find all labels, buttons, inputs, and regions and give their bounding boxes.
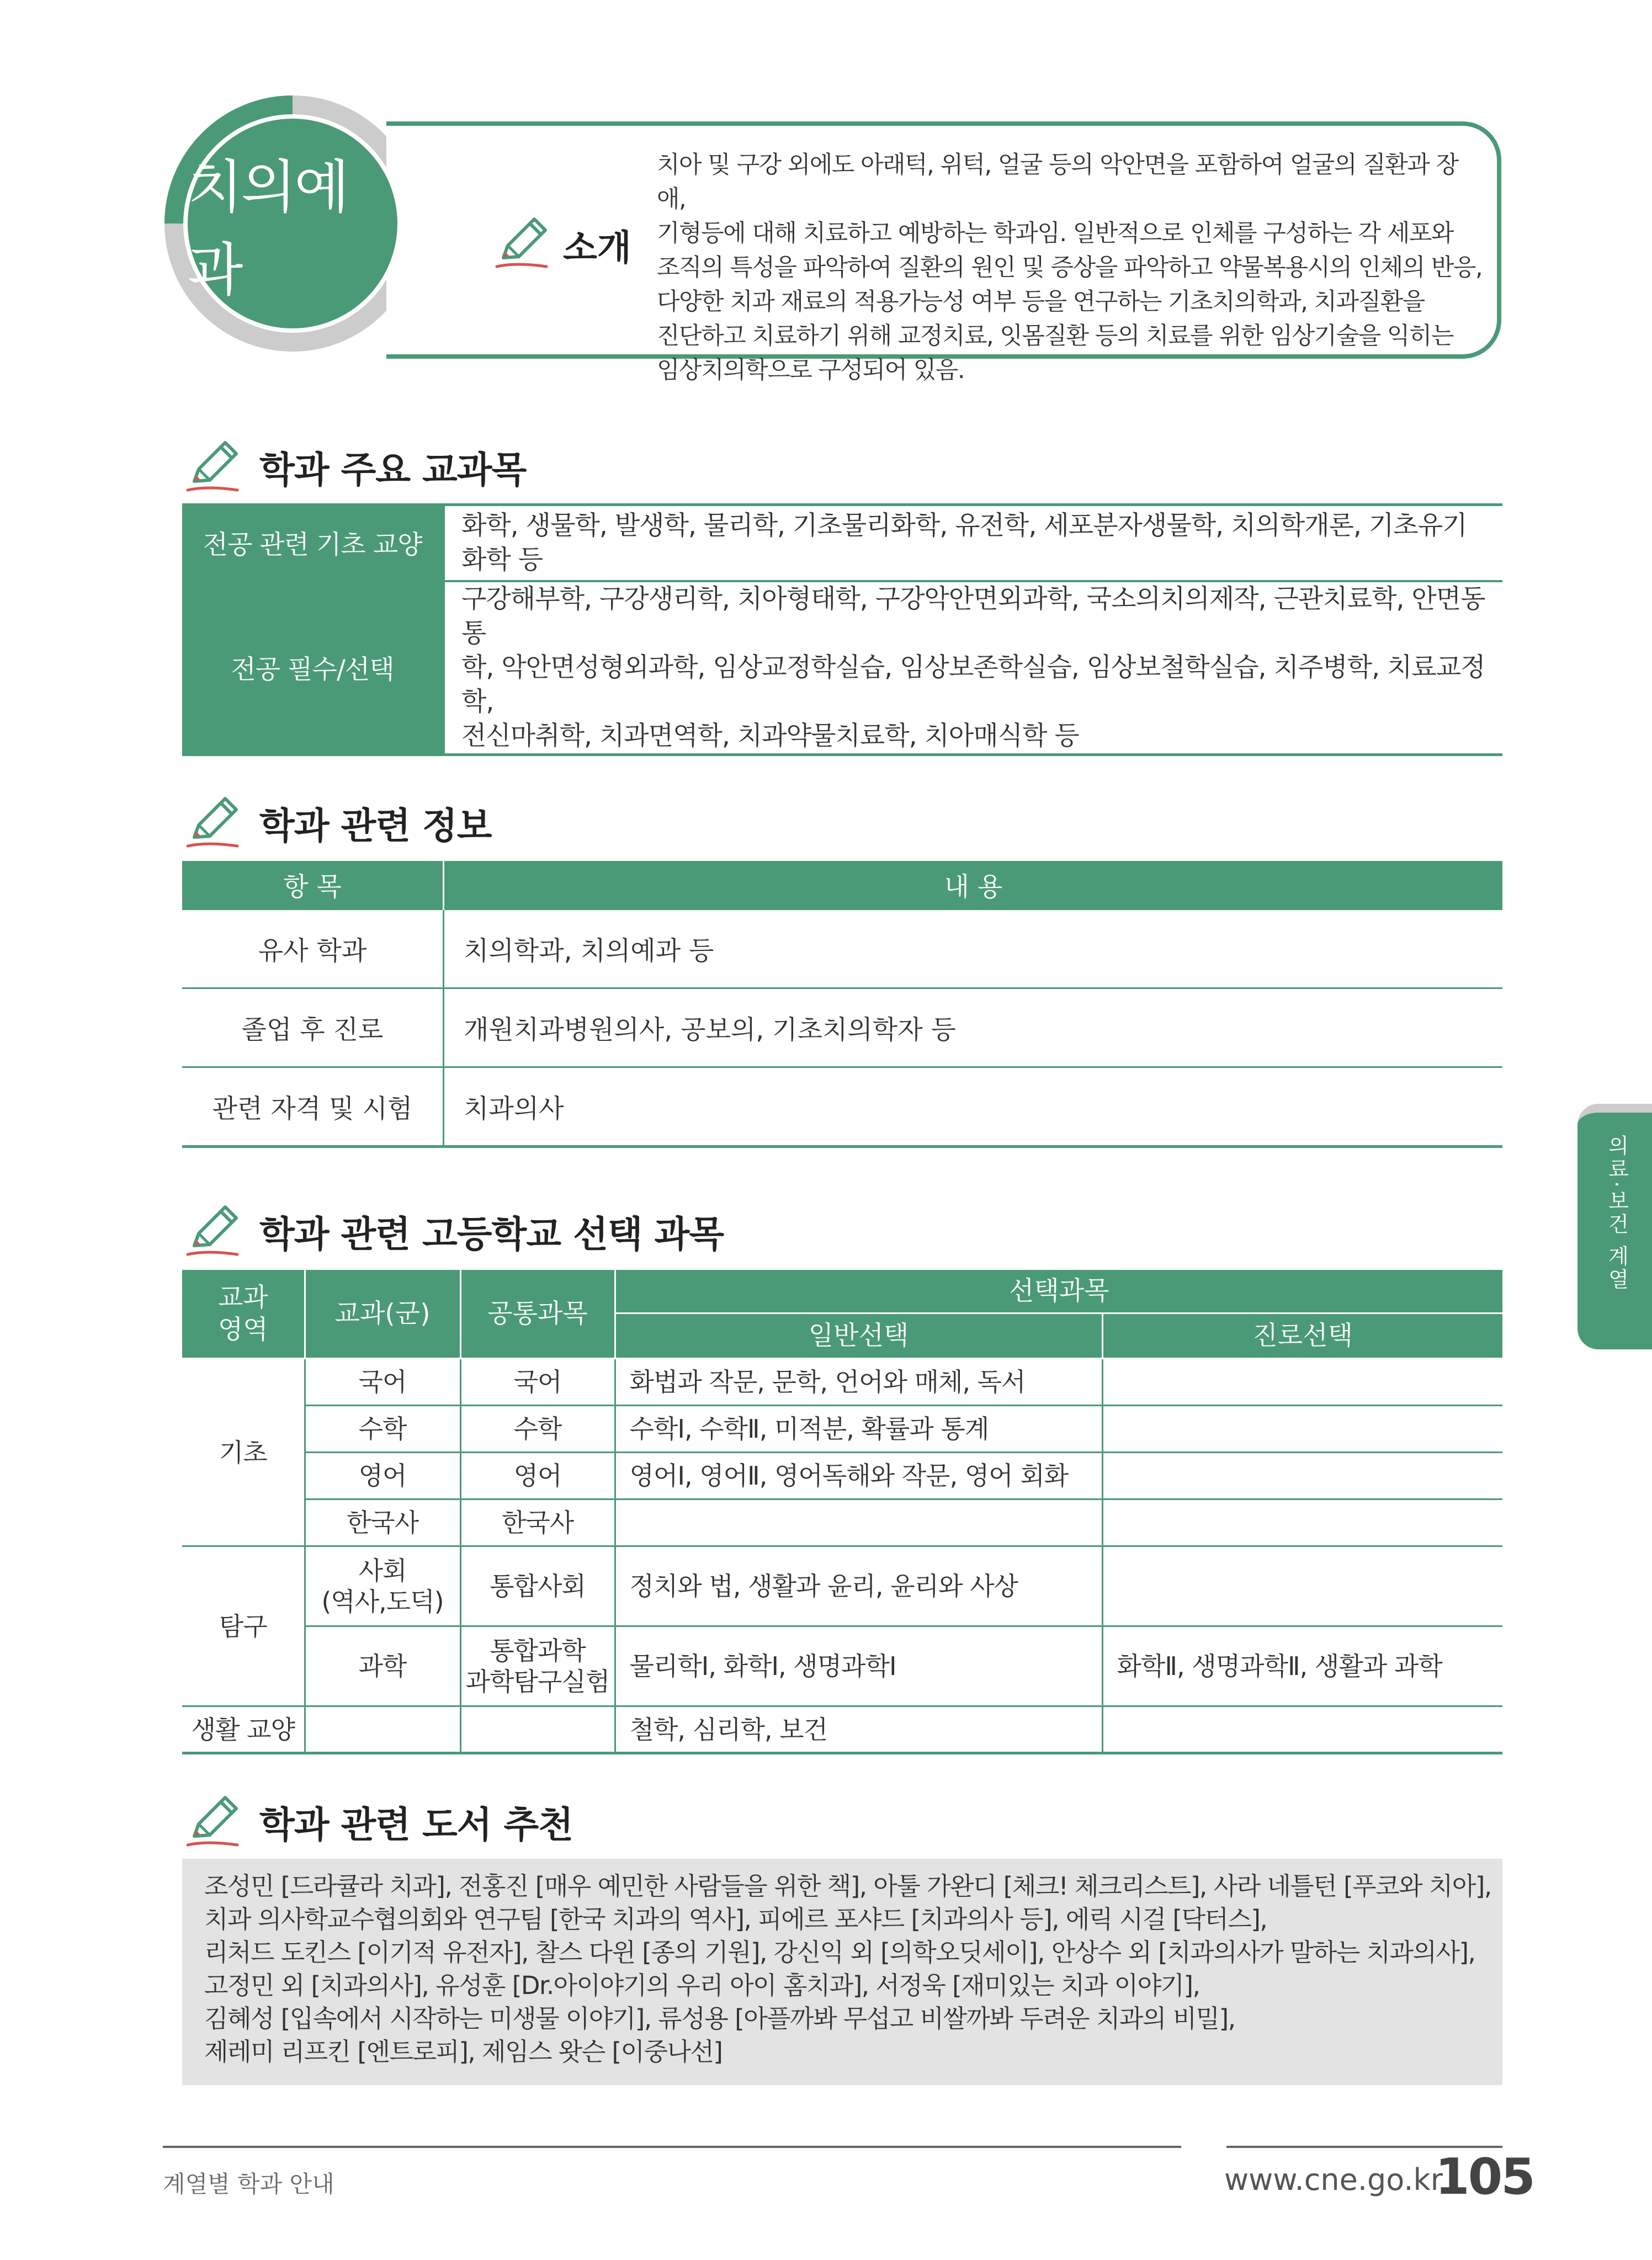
column-header-item: 항 목 bbox=[182, 861, 444, 910]
column-header-subject: 교과(군) bbox=[305, 1269, 460, 1359]
pencil-icon bbox=[182, 1200, 243, 1261]
footer-section-label: 계열별 학과 안내 bbox=[163, 2171, 334, 2198]
info-heading: 학과 관련 정보 bbox=[182, 792, 492, 853]
hs-heading: 학과 관련 고등학교 선택 과목 bbox=[182, 1200, 724, 1261]
table-row: 기초 국어 국어 화법과 작문, 문학, 언어와 매체, 독서 bbox=[182, 1359, 1502, 1406]
pencil-icon bbox=[491, 212, 552, 273]
category-side-tab[interactable]: 의료·보건 계열 bbox=[1577, 1104, 1652, 1349]
intro-label: 소개 bbox=[563, 228, 631, 269]
row-label: 전공 관련 기초 교양 bbox=[182, 505, 444, 581]
courses-table bbox=[182, 503, 1502, 756]
table-row bbox=[182, 581, 1502, 755]
footer-divider bbox=[163, 2146, 1181, 2148]
table-row: 과학 통합과학 과학탐구실험 물리학Ⅰ, 화학Ⅰ, 생명과학Ⅰ 화학Ⅱ, 생명과학Ⅱ, 생활과 과학 bbox=[182, 1626, 1502, 1706]
pencil-icon bbox=[182, 436, 243, 497]
page-number: 105 bbox=[1435, 2148, 1534, 2206]
books-heading: 학과 관련 도서 추천 bbox=[182, 1791, 573, 1852]
intro-text: 치아 및 구강 외에도 아래턱, 위턱, 얼굴 등의 악안면을 포함하여 얼굴의 질환과 장애, 기형등에 대해 치료하고 예방하는 학과임. 일반적으로 인체를 구성하는 각 세포와 조직의 특성을 파악하여 질환의 원인 및 증상을 파악하고 약물복용시의 인체의 반응, 다양한 치과 재료의 적용가능성 여부 등을 연구하는 기초치의학과, 치과질환을 진단하고 치료하기 위해 교정치료, 잇몸질환 등의 치료를 위한 임상기술을 익히는 임상치의학으로 구성되어 있음. bbox=[657, 151, 1483, 384]
pencil-icon bbox=[182, 792, 243, 853]
column-header-career: 진로선택 bbox=[1102, 1314, 1502, 1359]
table-row: 영어 영어 영어Ⅰ, 영어Ⅱ, 영어독해와 작문, 영어 회화 bbox=[182, 1453, 1502, 1499]
table-row: 한국사 한국사 bbox=[182, 1499, 1502, 1546]
table-row: 생활 교양 철학, 심리학, 보건 bbox=[182, 1706, 1502, 1753]
table-row: 관련 자격 및 시험 치과의사 bbox=[182, 1067, 1502, 1147]
table-row bbox=[182, 505, 1502, 581]
column-header-elective: 선택과목 bbox=[615, 1269, 1502, 1314]
table-row: 탐구 사회 (역사,도덕) 통합사회 정치와 법, 생활과 윤리, 윤리와 사상 bbox=[182, 1546, 1502, 1626]
footer-url-link[interactable]: www.cne.go.kr bbox=[1224, 2162, 1443, 2197]
books-list: 조성민 [드라큘라 치과], 전홍진 [매우 예민한 사람들을 위한 책], 아툴 가완디 [체크! 체크리스트], 사라 네틀턴 [푸코와 치아], 치과 의사학교수협의회와 연구팀 [한국 치과의 역사], 피에르 포샤드 [치과의사 등], 에릭 시걸 [닥터스], 리처드 도킨스 [이기적 유전자], 찰스 다윈 [종의 기원], 강신익 외 [의학오딧세이], 안상수 외 [치과의사가 말하는 치과의사], 고정민 외 [치과의사], 유성훈 [Dr.아이야기의 우리 아이 홈치과], 서정욱 [재미있는 치과 이야기], 김혜성 [입속에서 시작하는 미생물 이야기], 류성용 [아플까봐 무섭고 비쌀까봐 두려운 치과의 비밀], 제레미 리프킨 [엔트로피], 제임스 왓슨 [이중나선] bbox=[182, 1859, 1502, 2085]
row-label: 전공 필수/선택 bbox=[182, 581, 444, 755]
info-table bbox=[182, 861, 1502, 1148]
hs-subjects-table bbox=[182, 1268, 1502, 1754]
pencil-icon bbox=[182, 1791, 243, 1852]
column-header-area: 교과 영역 bbox=[182, 1269, 305, 1359]
table-row: 졸업 후 진로 개원치과병원의사, 공보의, 기초치의학자 등 bbox=[182, 988, 1502, 1067]
table-row: 수학 수학 수학Ⅰ, 수학Ⅱ, 미적분, 확률과 통계 bbox=[182, 1406, 1502, 1453]
row-content: 구강해부학, 구강생리학, 치아형태학, 구강악안면외과학, 국소의치의제작, 근관치료학, 안면동통 학, 악안면성형외과학, 임상교정학실습, 임상보존학실습, 임상보철학실습, 치주병학, 치료교정학, 전신마취학, 치과면역학, 치과약물치료학, 치아매식학 등 bbox=[444, 581, 1502, 755]
row-content: 화학, 생물학, 발생학, 물리학, 기초물리화학, 유전학, 세포분자생물학, 치의학개론, 기초유기화학 등 bbox=[461, 510, 1467, 575]
column-header-common: 공통과목 bbox=[460, 1269, 615, 1359]
department-title: 치의예과 bbox=[188, 119, 397, 328]
courses-heading: 학과 주요 교과목 bbox=[182, 436, 526, 497]
column-header-content: 내 용 bbox=[444, 861, 1503, 910]
column-header-general: 일반선택 bbox=[615, 1314, 1102, 1359]
table-row: 유사 학과 치의학과, 치의예과 등 bbox=[182, 910, 1502, 988]
